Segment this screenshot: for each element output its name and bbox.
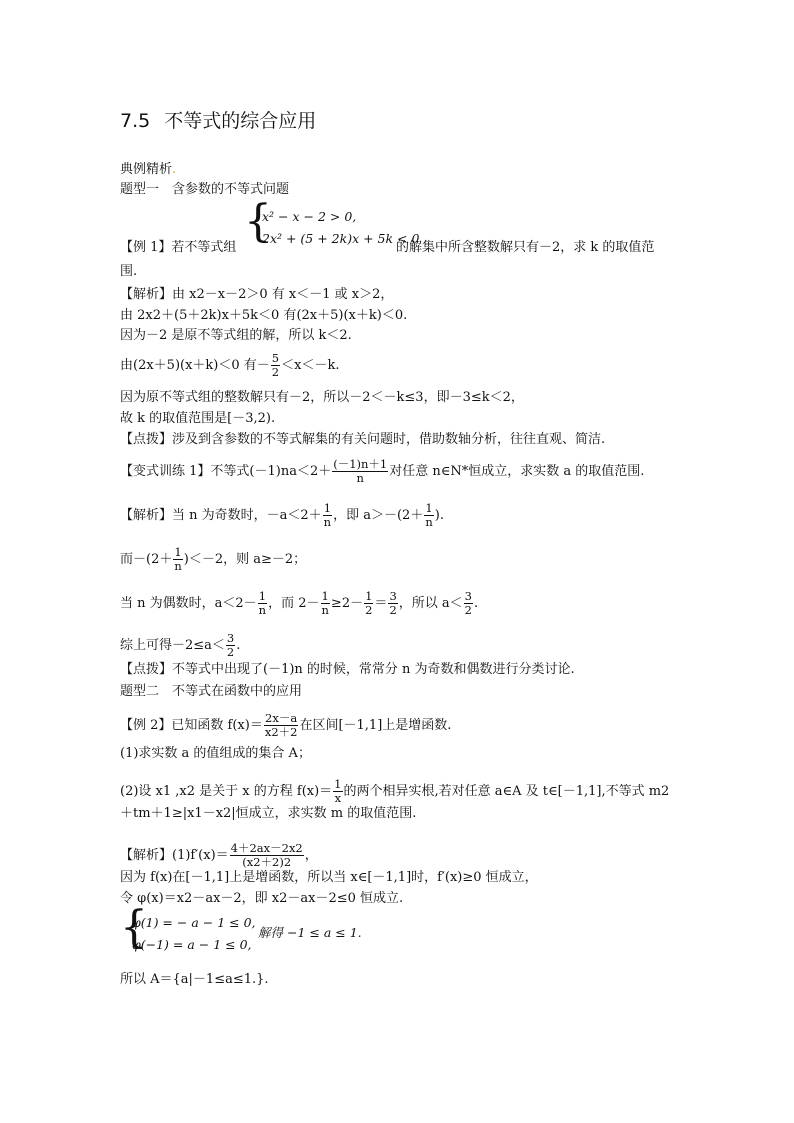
example-1-text-cont: 围. <box>120 264 138 279</box>
hint-1: 【点拨】涉及到含参数的不等式解集的有关问题时，借助数轴分析，往往直观、简洁. <box>120 432 606 447</box>
solution-3-line-2: 因为 f(x)在[－1,1]上是增函数，所以当 x∈[－1,1]时，f′(x)≥0 恒成立， <box>120 870 538 885</box>
solution-3-line-1: 【解析】(1)f′(x)＝ $\frac{4+2ax-2x2}{(x2+2)2}$ ， <box>120 841 318 869</box>
solution-2-line-4: 综上可得－2≤a＜ $\frac{3}{2}$ . <box>120 631 241 659</box>
solution-1-line-4: 由(2x＋5)(x＋k)＜0 有－ $\frac{5}{2}$ ＜x＜－k. <box>120 351 340 379</box>
section-heading: 典例精析. <box>120 162 177 177</box>
variant-1: 【变式训练 1】不等式(－1)na＜2＋ $\frac{(-1)n+1}{n}$ 对任意 n∈N*恒成立，求实数 a 的取值范围. <box>120 457 645 485</box>
inequality-system: { x² − x − 2 > 0, 2x² + (5 + 2k)x + 5k < 0 <box>248 206 419 250</box>
solution-1-line-6: 故 k 的取值范围是[－3,2). <box>120 411 276 426</box>
solution-2-line-2: 而－(2＋ $\frac{1}{n}$ )＜－2，则 a≥－2； <box>120 545 307 573</box>
solution-1-line-2: 由 2x2＋(5＋2k)x＋5k＜0 有(2x＋5)(x＋k)＜0. <box>120 308 408 323</box>
section-title: 不等式的综合应用 <box>164 110 317 132</box>
example-1-text-tail: 的解集中所含整数解只有－2，求 k 的取值范 <box>396 240 655 255</box>
solution-3-conclusion: 所以 A＝{a|－1≤a≤1.}. <box>120 972 269 987</box>
example-2-line-1: 【例 2】已知函数 f(x)＝ $\frac{2x-a}{x2+2}$ 在区间[－1,1]上是增函数. <box>120 711 452 739</box>
type-heading-2: 题型二 不等式在函数中的应用 <box>120 684 303 699</box>
phi-system: { φ(1) = − a − 1 ≤ 0, φ(−1) = a − 1 ≤ 0, <box>120 902 256 953</box>
solution-2-line-1: 【解析】当 n 为奇数时，－a＜2＋ $\frac{1}{n}$ ，即 a＞－(2＋ $\frac{1}{n}$ ). <box>120 501 444 529</box>
system-row-2: 2x² + (5 + 2k)x + 5k < 0 <box>262 231 420 246</box>
type-heading-1: 题型一 含参数的不等式问题 <box>120 182 290 197</box>
fraction: $\frac{(-1)n+1}{n}$ <box>333 457 388 485</box>
example-1-text: 【例 1】若不等式组 <box>120 240 237 255</box>
page-title <box>120 106 316 133</box>
example-2-question-2-cont: ＋tm＋1≥|x1－x2|恒成立，求实数 m 的取值范围. <box>120 806 417 821</box>
example-2-question-2: (2)设 x1 ,x2 是关于 x 的方程 f(x)＝ $\frac{1}{x}$ 的两个相异实根,若对任意 a∈A 及 t∈[－1,1],不等式 m2 <box>120 777 670 805</box>
example-2-question-1: (1)求实数 a 的值组成的集合 A； <box>120 746 311 761</box>
solution-3-line-3: 令 φ(x)＝x2－ax－2，即 x2－ax－2≤0 恒成立. <box>120 891 404 906</box>
section-number: 7.5 <box>120 110 151 132</box>
solution-1-line-5: 因为原不等式组的整数解只有－2，所以－2＜－k≤3，即－3≤k＜2， <box>120 390 524 405</box>
solution-1-line-1: 【解析】由 x2－x－2＞0 有 x＜－1 或 x＞2， <box>120 287 394 302</box>
phi-result: 解得 −1 ≤ a ≤ 1. <box>258 925 362 940</box>
system-row-1: x² − x − 2 > 0, <box>262 209 357 224</box>
solution-1-line-3: 因为－2 是原不等式组的解，所以 k＜2. <box>120 328 352 343</box>
hint-2: 【点拨】不等式中出现了(－1)n 的时候，常常分 n 为奇数和偶数进行分类讨论. <box>120 662 575 677</box>
fraction: $\frac{5}{2}$ <box>271 351 280 379</box>
solution-2-line-3: 当 n 为偶数时，a＜2－ $\frac{1}{n}$ ，而 2－ $\frac{1}{n}$ ≥2－ $\frac{1}{2}$ ＝ $\frac{3}{2}$ ，所以 a＜ $\frac{3}{2}$ . <box>120 589 479 617</box>
